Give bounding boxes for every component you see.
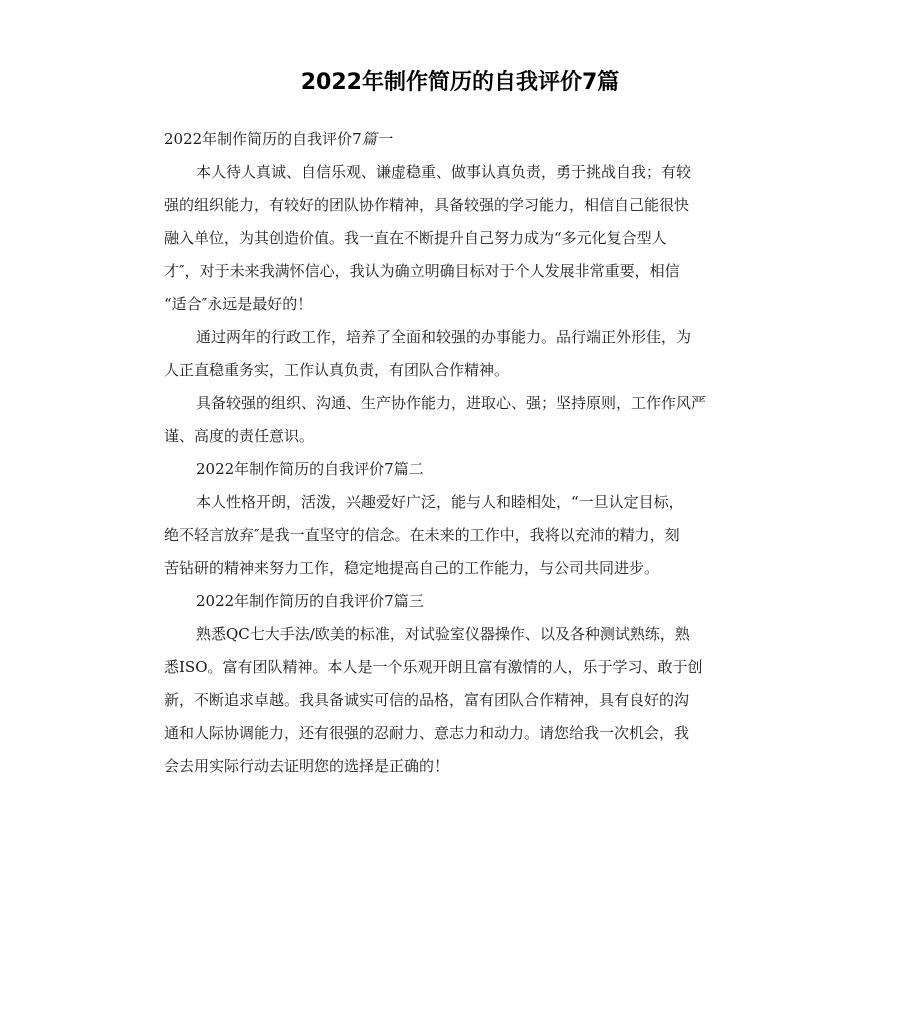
document-title: 2022年制作简历的自我评价7篇	[300, 70, 620, 95]
section-heading-3: 2022年制作简历的自我评价7篇三	[196, 592, 424, 610]
paragraph-line: 苦钻研的精神来努力工作，稳定地提高自己的工作能力，与公司共同进步。	[164, 559, 660, 577]
section-heading-1	[164, 123, 730, 156]
paragraph-line: 悉ISO。富有团队精神。本人是一个乐观开朗且富有激情的人，乐于学习、敢于创	[164, 658, 703, 676]
section-heading-2: 2022年制作简历的自我评价7篇二	[196, 460, 424, 478]
paragraph-line: 才″，对于未来我满怀信心，我认为确立明确目标对于个人发展非常重要，相信	[164, 262, 680, 280]
paragraph-line: 具备较强的组织、沟通、生产协作能力，进取心、强；坚持原则，工作作风严	[196, 394, 707, 412]
section-heading-suffix: 篇一	[361, 130, 392, 148]
section-heading-prefix: 2022年制作简历的自我评价7	[164, 130, 362, 148]
paragraph-line: 谨、高度的责任意识。	[164, 427, 315, 445]
document-body	[164, 123, 730, 783]
paragraph-line: 绝不轻言放弃″是我一直坚守的信念。在未来的工作中，我将以充沛的精力，刻	[164, 526, 680, 544]
paragraph-line: 融入单位，为其创造价值。我一直在不断提升自己努力成为“多元化复合型人	[164, 229, 667, 247]
paragraph-line: 通和人际协调能力，还有很强的忍耐力、意志力和动力。请您给我一次机会，我	[164, 724, 690, 742]
paragraph-line: 熟悉QC七大手法/欧美的标准，对试验室仪器操作、以及各种测试熟练，熟	[196, 625, 690, 643]
paragraph-line: 通过两年的行政工作，培养了全面和较强的办事能力。品行端正外形佳，为	[196, 328, 692, 346]
paragraph-line: 强的组织能力，有较好的团队协作精神，具备较强的学习能力，相信自己能很快	[164, 196, 690, 214]
paragraph-line: 新，不断追求卓越。我具备诚实可信的品格，富有团队合作精神，具有良好的沟	[164, 691, 690, 709]
paragraph-line: 会去用实际行动去证明您的选择是正确的！	[164, 757, 450, 775]
paragraph-line: “适合″永远是最好的！	[164, 295, 313, 313]
paragraph-line: 人正直稳重务实，工作认真负责，有团队合作精神。	[164, 361, 510, 379]
paragraph-line: 本人性格开朗，活泼，兴趣爱好广泛，能与人和睦相处，“一旦认定目标，	[196, 493, 684, 511]
paragraph-line: 本人待人真诚、自信乐观、谦虚稳重、做事认真负责，勇于挑战自我；有较	[196, 163, 692, 181]
